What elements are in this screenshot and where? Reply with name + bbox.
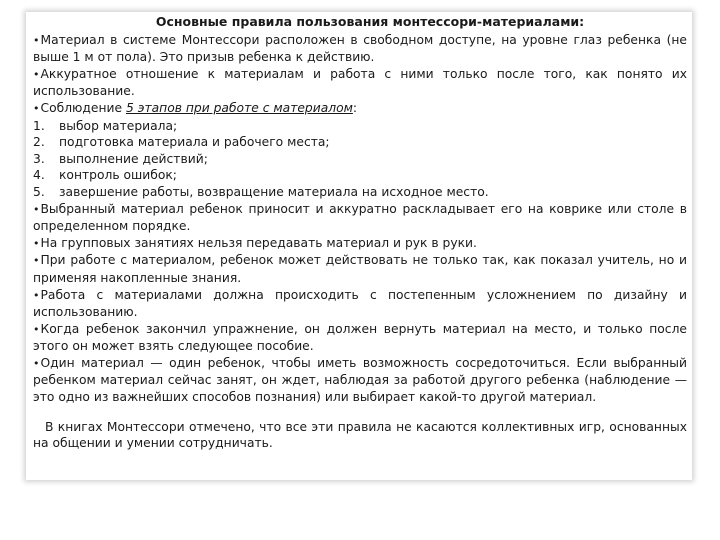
rule-3-prefix: Соблюдение bbox=[40, 100, 126, 115]
step-item bbox=[33, 167, 687, 184]
step-number: 3. bbox=[33, 151, 45, 166]
step-number: 1. bbox=[33, 118, 45, 133]
bullet-icon: • bbox=[33, 101, 40, 115]
rule-7 bbox=[33, 287, 687, 321]
text-block bbox=[33, 14, 687, 452]
rule-3 bbox=[33, 100, 687, 118]
step-text: контроль ошибок; bbox=[59, 168, 177, 183]
rule-1-text: Материал в системе Монтессори расположен в свободном доступе, на уровне глаз ребенка (не выше 1 м от пола). Это призыв ребенка к действию. bbox=[33, 32, 687, 65]
rule-4-text: Выбранный материал ребенок приносит и аккуратно раскладывает его на коврике или столе в определенном порядке. bbox=[33, 201, 687, 234]
rule-2-text: Аккуратное отношение к материалам и работа с ними только после того, как понято их использование. bbox=[33, 66, 687, 99]
rule-9-text: Один материал — один ребенок, чтобы иметь возможность сосредоточиться. Если выбранный ребенком материал сейчас занят, он ждет, наблюдая за работой другого ребенка (наблюдение — это одно из важнейших способов познания) или выбирает какой-то другой материал. bbox=[33, 355, 687, 405]
step-text: выбор материала; bbox=[59, 118, 178, 133]
bullet-icon: • bbox=[33, 356, 40, 370]
rule-8-text: Когда ребенок закончил упражнение, он должен вернуть материал на место, и только после этого он может взять следующее пособие. bbox=[33, 321, 687, 354]
bullet-icon: • bbox=[33, 67, 40, 81]
bullet-icon: • bbox=[33, 202, 40, 216]
step-text: завершение работы, возвращение материала на исходное место. bbox=[59, 184, 489, 199]
page-title: Основные правила пользования монтессори-материалами: bbox=[155, 14, 585, 29]
rule-4 bbox=[33, 201, 687, 235]
rule-5-text: На групповых занятиях нельзя передавать материал и рук в руки. bbox=[40, 235, 477, 250]
step-item bbox=[33, 184, 687, 201]
bullet-icon: • bbox=[33, 288, 40, 302]
step-number: 5. bbox=[33, 184, 45, 199]
bullet-icon: • bbox=[33, 236, 40, 250]
step-item bbox=[33, 118, 687, 135]
rule-3-suffix: : bbox=[352, 100, 358, 115]
rule-9 bbox=[33, 355, 687, 406]
rule-1 bbox=[33, 32, 687, 66]
rule-6-text: При работе с материалом, ребенок может действовать не только так, как показал учитель, но и применяя накопленные знания. bbox=[33, 253, 687, 285]
step-number: 4. bbox=[33, 168, 45, 183]
rule-6 bbox=[33, 252, 687, 286]
step-item bbox=[33, 134, 687, 151]
step-text: подготовка материала и рабочего места; bbox=[59, 135, 330, 150]
step-text: выполнение действий; bbox=[59, 151, 208, 166]
rule-5 bbox=[33, 235, 687, 253]
bullet-icon: • bbox=[33, 254, 40, 268]
bullet-icon: • bbox=[33, 33, 40, 47]
rule-7-text: Работа с материалами должна происходить с постепенным усложнением по дизайну и использованию. bbox=[33, 287, 687, 320]
closing-paragraph: В книгах Монтессори отмечено, что все эти правила не касаются коллективных игр, основанных на общении и умении сотрудничать. bbox=[33, 419, 687, 451]
step-number: 2. bbox=[33, 135, 45, 150]
stages-link[interactable]: 5 этапов при работе с материалом bbox=[125, 100, 353, 115]
rule-2 bbox=[33, 66, 687, 100]
bullet-icon: • bbox=[33, 322, 40, 336]
step-item bbox=[33, 151, 687, 168]
rule-8 bbox=[33, 321, 687, 355]
